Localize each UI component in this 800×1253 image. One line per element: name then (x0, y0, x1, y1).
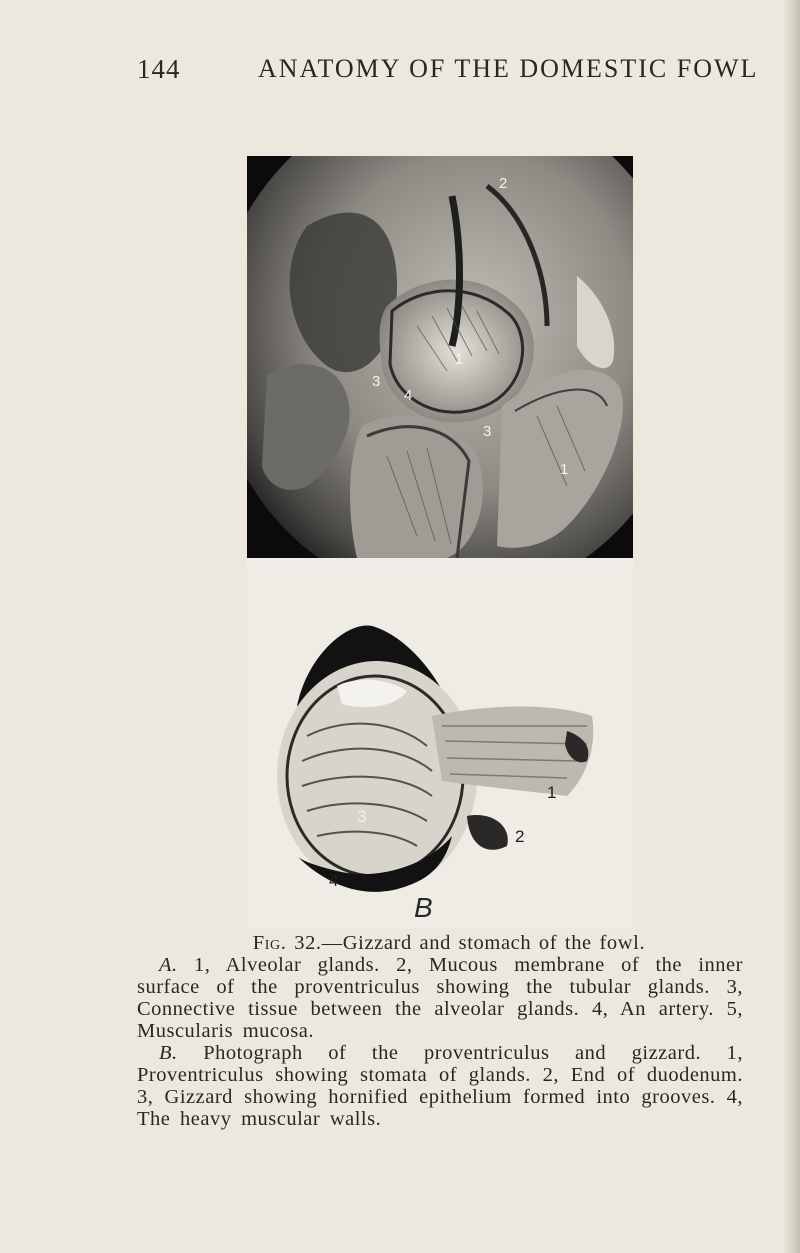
panel-b-label-1: 1 (547, 783, 557, 802)
caption-b-letter: B. (159, 1042, 178, 1064)
figure-title-fig: Fig. (252, 932, 287, 954)
caption-b-text: Photograph of the proventriculus and gizzard. 1, Proventriculus showing stomata of glands. 2, End of duodenum. 3, Gizzard showing hornified epithelium formed into grooves. 4, The heavy muscular walls. (137, 1042, 743, 1130)
micrograph-image (247, 156, 633, 558)
page-header (137, 54, 759, 90)
panel-a-label-3b: 3 (483, 423, 492, 440)
panel-a-label-2: 2 (499, 175, 508, 192)
running-title: ANATOMY OF THE DOMESTIC FOWL (258, 54, 759, 83)
panel-letter-b: B (414, 892, 433, 923)
caption-paragraph-b (137, 1042, 743, 1130)
page-number: 144 (137, 54, 181, 84)
figure-title (137, 932, 743, 954)
panel-a-label-4: 4 (404, 387, 413, 404)
panel-b-label-2: 2 (515, 827, 525, 846)
page-edge-shadow (782, 0, 800, 1253)
gizzard-photograph (247, 566, 633, 928)
caption-a-text: 1, Alveolar glands. 2, Mucous membrane of the inner surface of the proventriculus showing the tubular glands. 3, Connective tissue between the alveolar glands. 4, An artery. 5, Muscularis mucosa. (137, 954, 743, 1042)
panel-a-label-1: 1 (455, 351, 464, 368)
panel-b-label-4: 4 (329, 871, 339, 890)
caption-paragraph-a (137, 954, 743, 1042)
panel-b-label-3: 3 (357, 807, 367, 826)
figure-caption (137, 932, 743, 1130)
panel-a-label-3a: 3 (372, 373, 381, 390)
caption-a-letter: A. (159, 954, 178, 976)
panel-a-label-1b: 1 (560, 461, 569, 478)
micrograph-panel-a (247, 156, 633, 558)
figure-title-text: 32.—Gizzard and stomach of the fowl. (286, 932, 646, 954)
figure-plate (247, 156, 633, 928)
photograph-panel-b (247, 566, 633, 928)
